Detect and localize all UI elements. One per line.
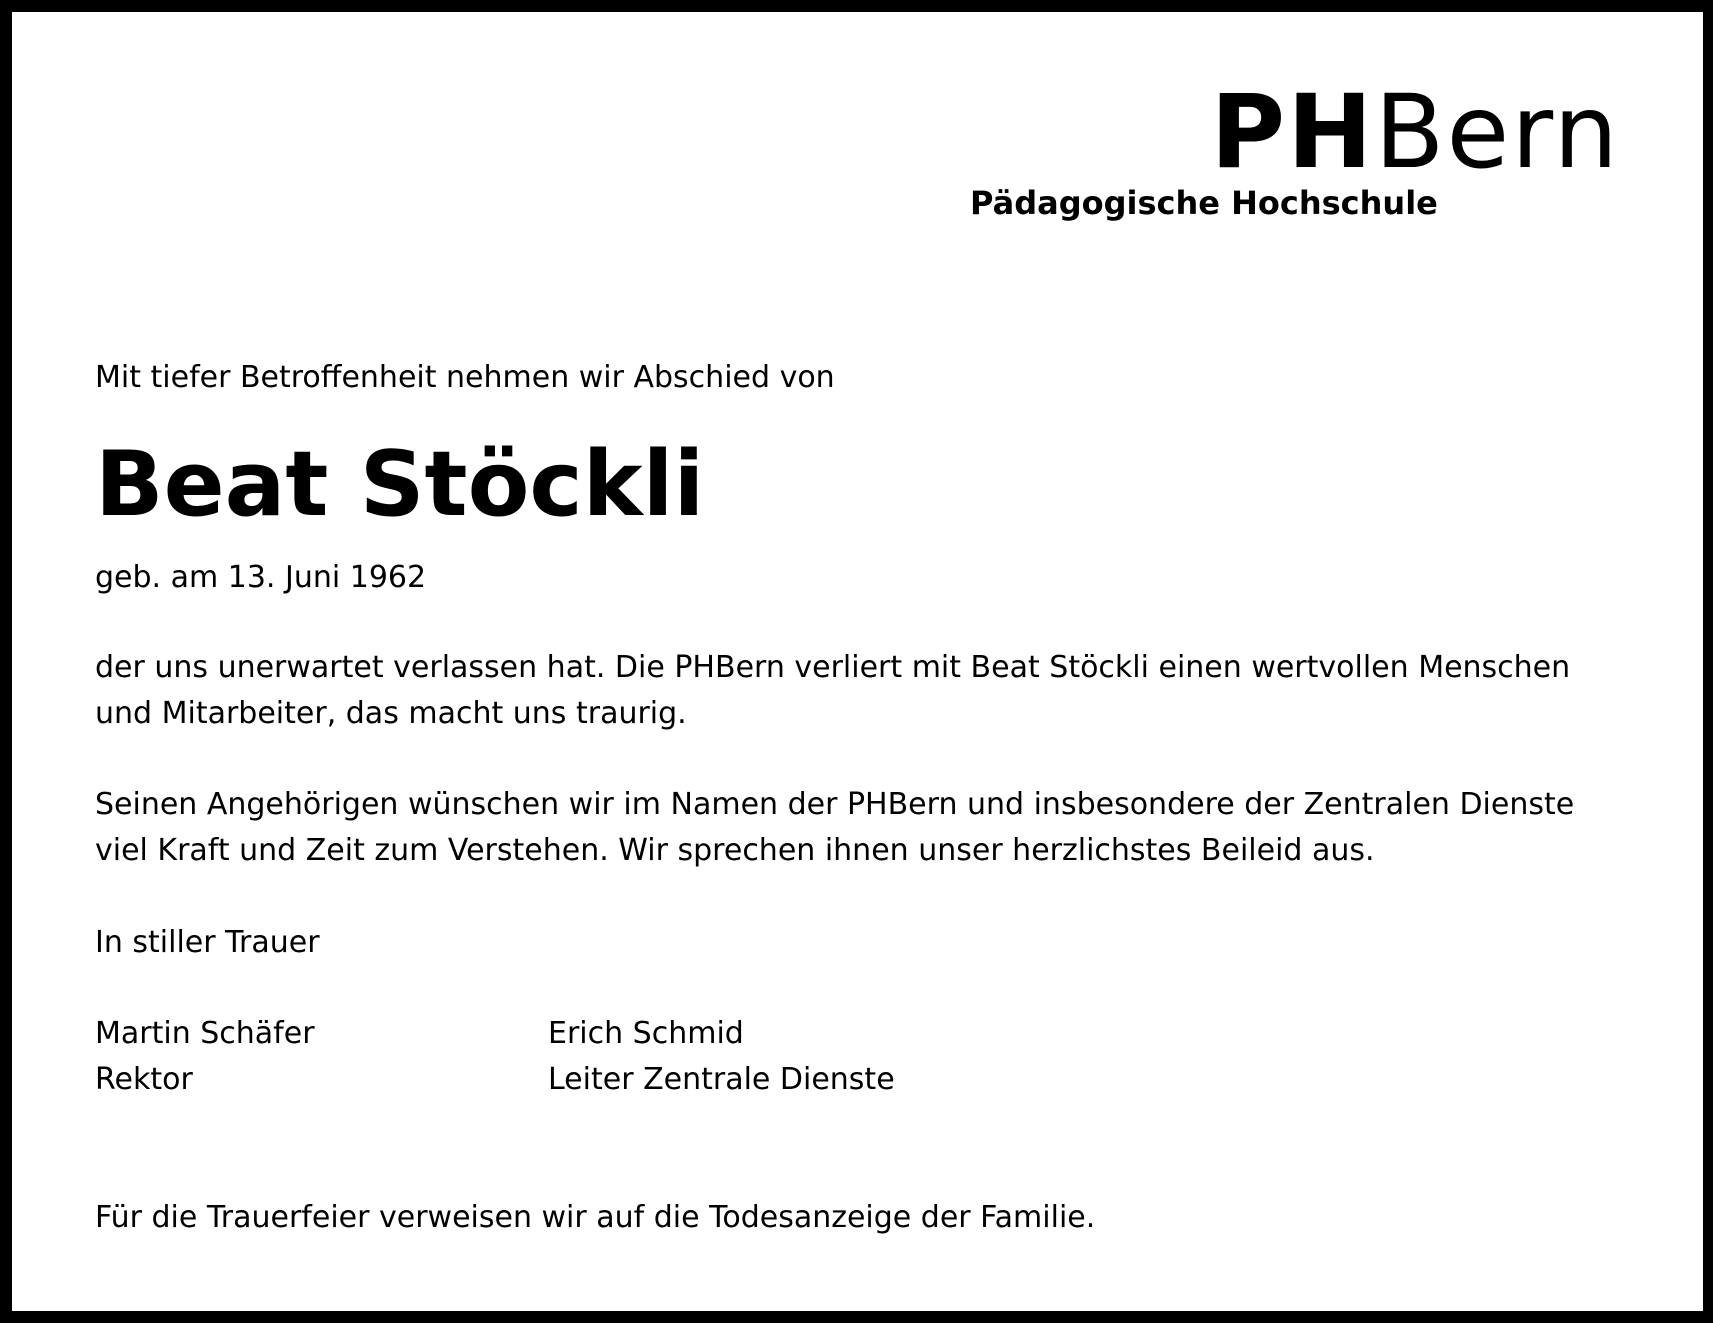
- deceased-name: Beat Stöckli: [95, 432, 705, 537]
- signatory-name: Erich Schmid: [548, 1016, 744, 1051]
- mourning-line: In stiller Trauer: [95, 925, 320, 960]
- paragraph-condolence-line-2: viel Kraft und Zeit zum Verstehen. Wir sprechen ihnen unser herzlichstes Beileid aus.: [95, 833, 1375, 868]
- logo-wordmark: [1210, 73, 1620, 192]
- signatory-role: Rektor: [95, 1062, 193, 1097]
- intro-line: Mit tiefer Betroffenheit nehmen wir Abschied von: [95, 360, 835, 395]
- paragraph-tribute-line-2: und Mitarbeiter, das macht uns traurig.: [95, 696, 687, 731]
- paragraph-condolence-line-1: Seinen Angehörigen wünschen wir im Namen der PHBern und insbesondere der Zentralen Dienste: [95, 787, 1575, 822]
- logo-ph: PH: [1210, 73, 1375, 192]
- signatory-2: [548, 1011, 895, 1103]
- birth-date: geb. am 13. Juni 1962: [95, 560, 427, 595]
- paragraph-tribute-line-1: der uns unerwartet verlassen hat. Die PHBern verliert mit Beat Stöckli einen wertvollen Menschen: [95, 650, 1571, 685]
- phbern-logo: [960, 70, 1620, 230]
- signatory-role: Leiter Zentrale Dienste: [548, 1062, 895, 1097]
- paragraph-condolence: [95, 782, 1625, 874]
- logo-bern: Bern: [1374, 73, 1620, 192]
- logo-subtitle: Pädagogische Hochschule: [970, 184, 1438, 222]
- paragraph-tribute: [95, 645, 1615, 737]
- signatory-name: Martin Schäfer: [95, 1016, 315, 1051]
- funeral-note: Für die Trauerfeier verweisen wir auf die Todesanzeige der Familie.: [95, 1200, 1096, 1235]
- signatory-1: [95, 1011, 315, 1103]
